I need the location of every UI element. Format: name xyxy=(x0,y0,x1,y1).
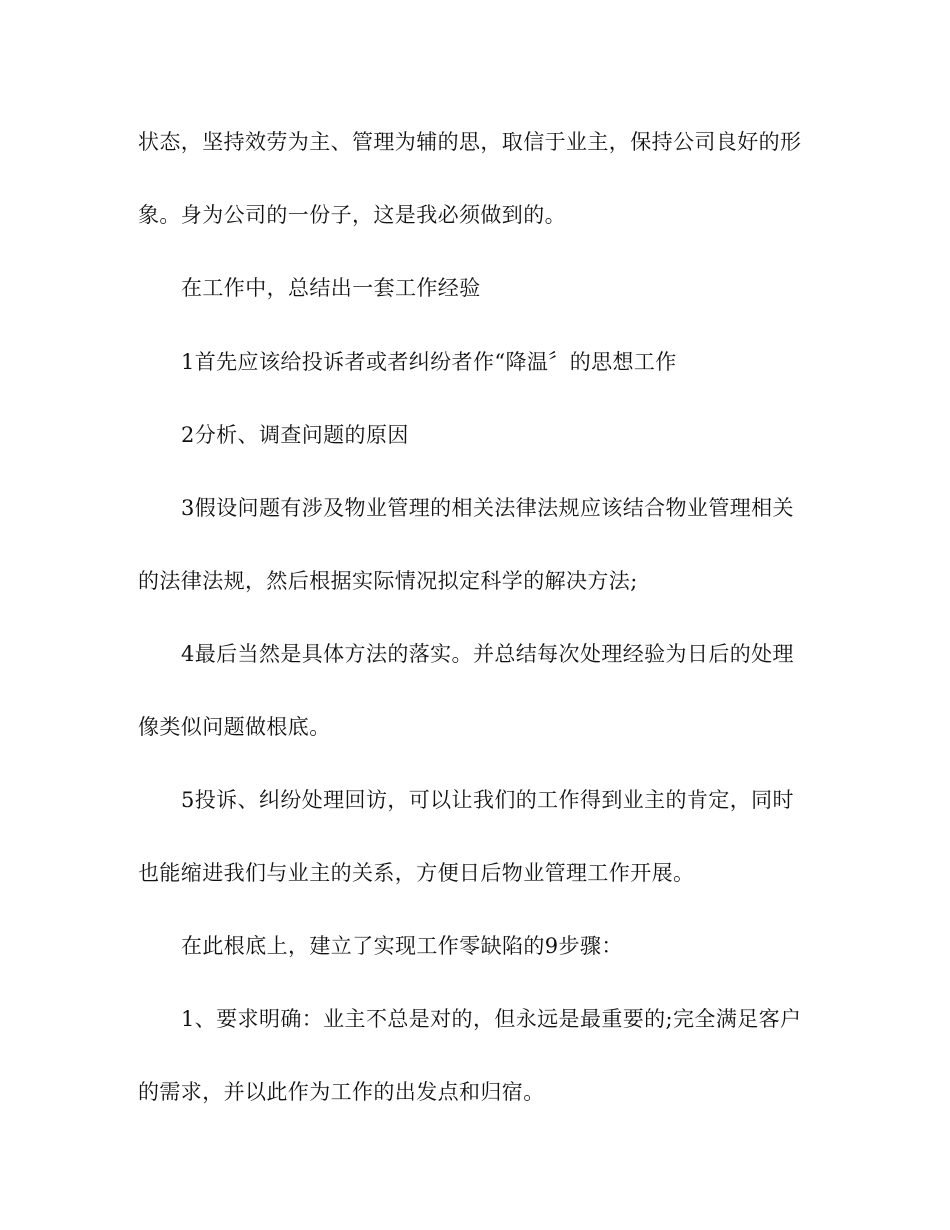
text-line: 的法律法规，然后根据实际情况拟定科学的解决方法; xyxy=(138,569,638,593)
text-line: 1、要求明确：业主不总是对的，但永远是最重要的;完全满足客户 xyxy=(181,1007,802,1031)
text-line: 的需求，并以此作为工作的出发点和归宿。 xyxy=(138,1080,545,1104)
text-line: 3假设问题有涉及物业管理的相关法律法规应该结合物业管理相关 xyxy=(181,496,794,520)
text-line: 象。身为公司的一份子，这是我必须做到的。 xyxy=(138,203,566,227)
text-line: 2分析、调查问题的原因 xyxy=(181,423,409,447)
text-line: 在此根底上，建立了实现工作零缺陷的9步骤： xyxy=(181,934,623,958)
text-line: 5投诉、纠纷处理回访，可以让我们的工作得到业主的肯定，同时 xyxy=(181,788,794,812)
text-line: 像类似问题做根底。 xyxy=(138,715,331,739)
text-line: 状态，坚持效劳为主、管理为辅的思，取信于业主，保持公司良好的形 xyxy=(138,130,802,154)
text-line: 4最后当然是具体方法的落实。并总结每次处理经验为日后的处理 xyxy=(181,642,794,666)
text-line: 在工作中，总结出一套工作经验 xyxy=(181,276,481,300)
text-line: 也能缩进我们与业主的关系，方便日后物业管理工作开展。 xyxy=(138,861,695,885)
text-line: 1首先应该给投诉者或者纠纷者作“降温〞的思想工作 xyxy=(181,350,677,374)
